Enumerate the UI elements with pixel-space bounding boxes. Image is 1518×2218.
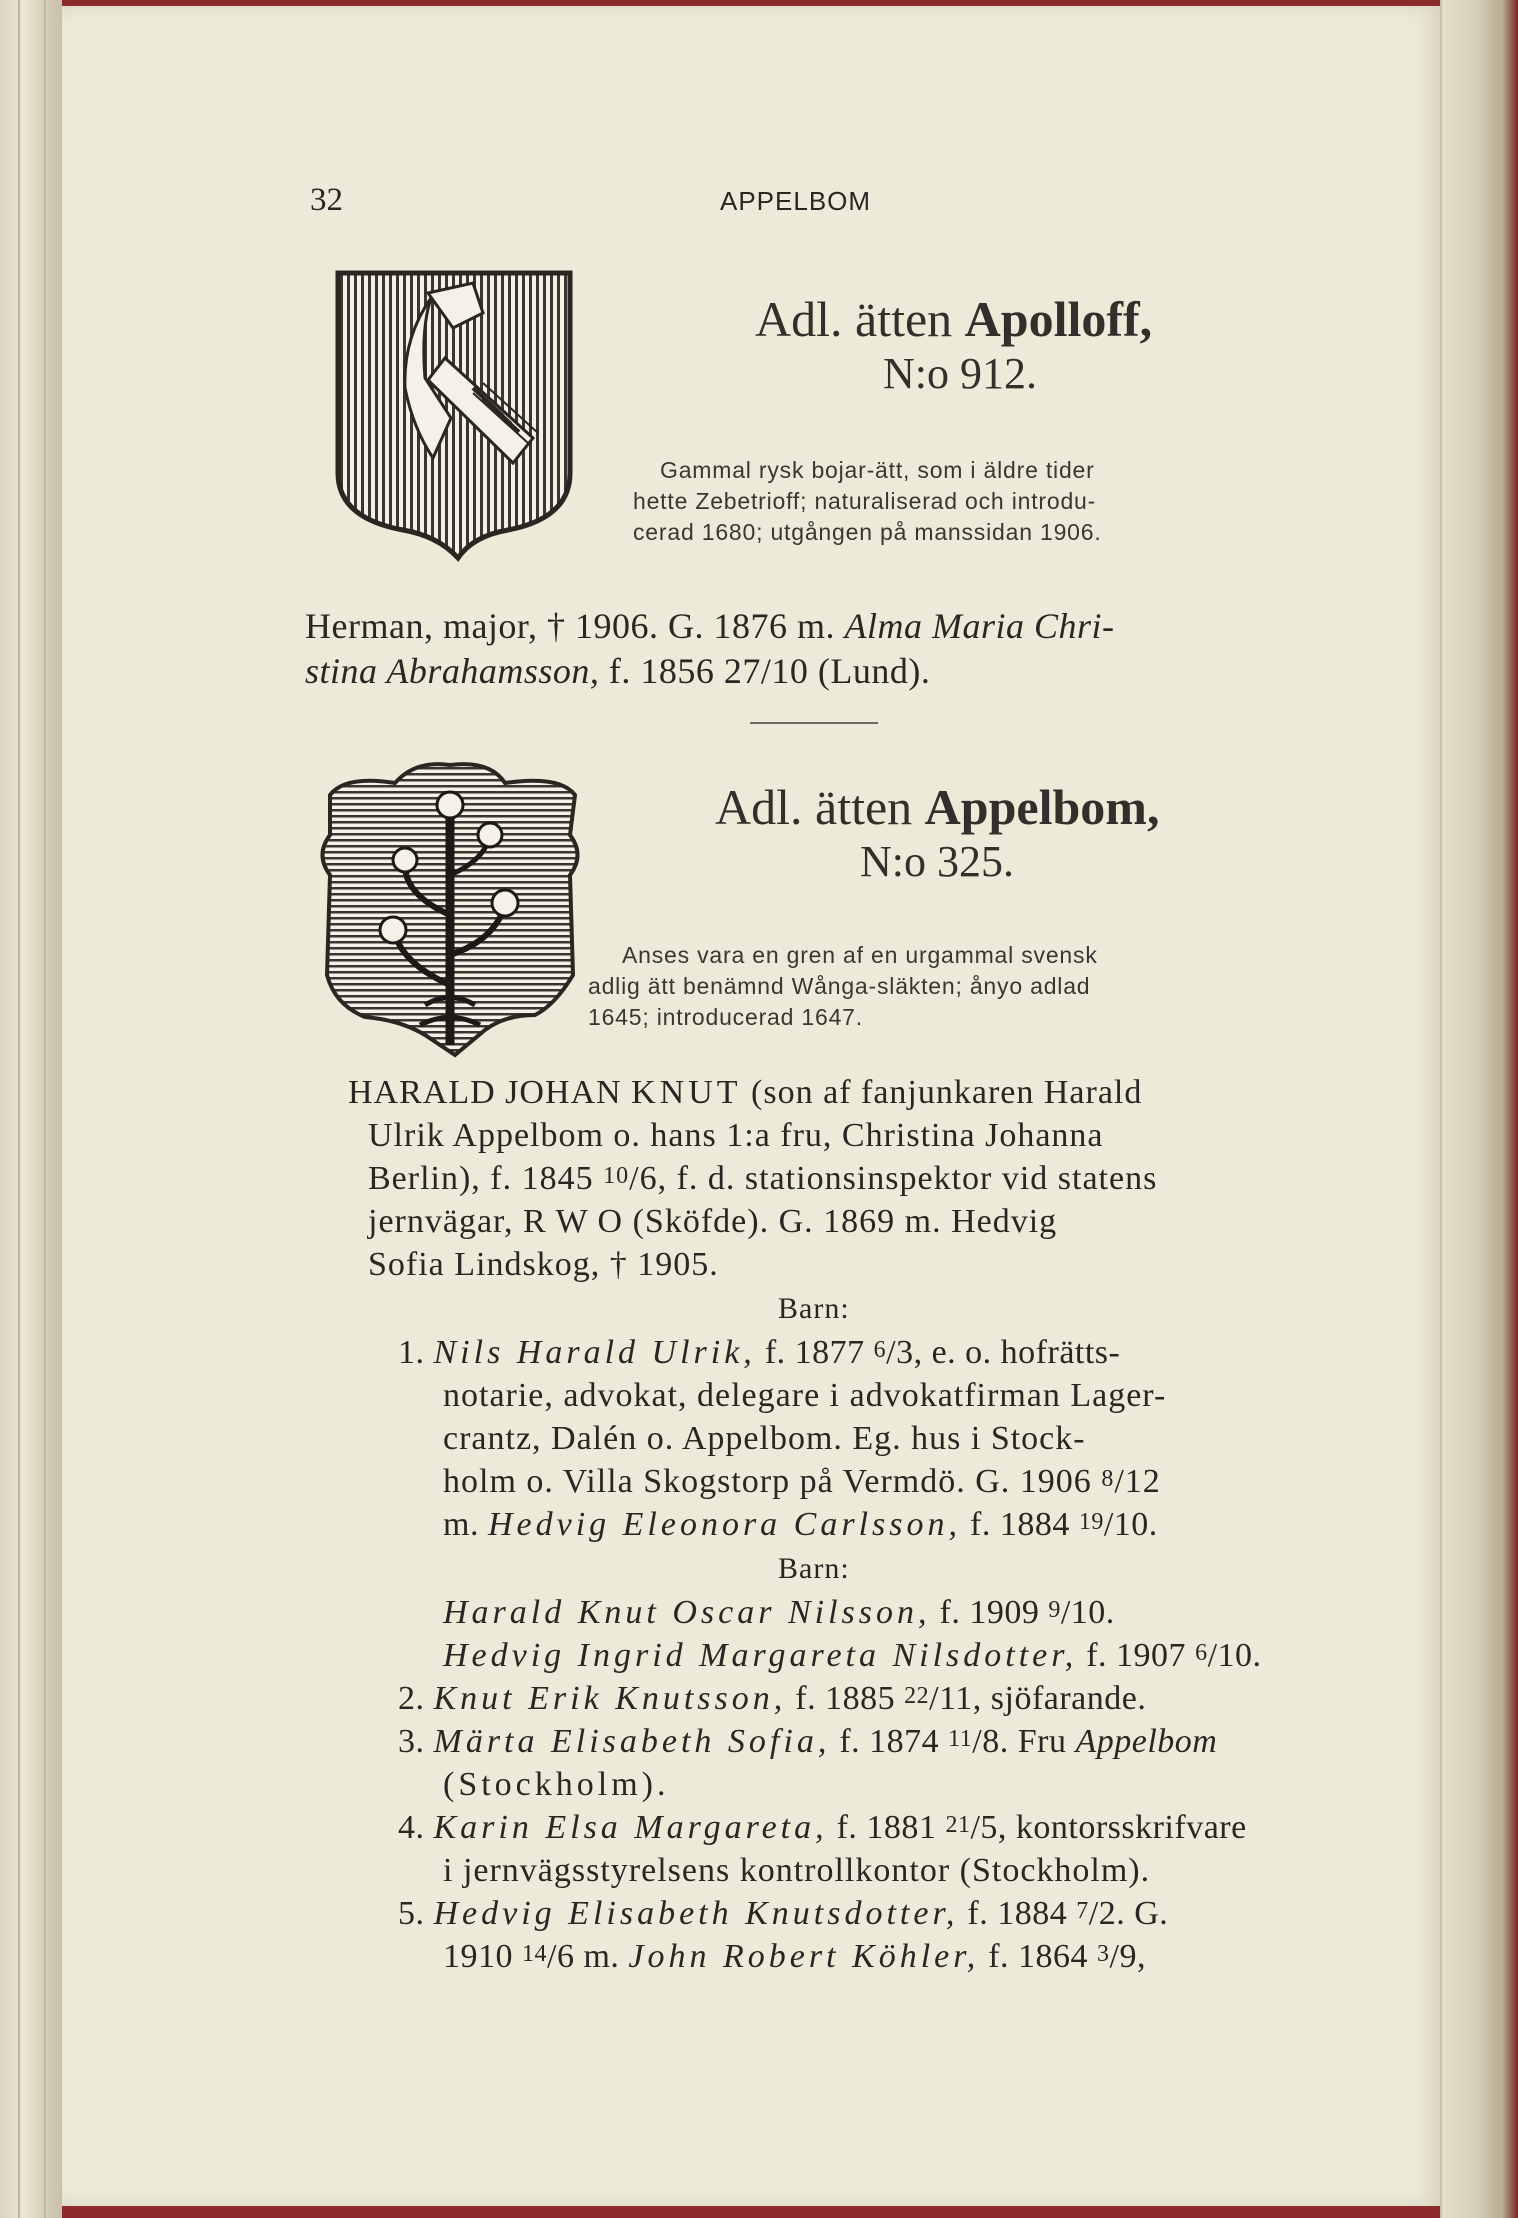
apolloff-description-line: Gammal rysk bojar-ätt, som i äldre tider [660, 457, 1095, 483]
appelbom-description-line: adlig ätt benämnd Wånga-släkten; ånyo adlad [588, 973, 1091, 999]
appelbom-number: N:o 325. [860, 837, 1014, 886]
running-title: APPELBOM [720, 186, 872, 216]
book-binding-left [0, 0, 62, 2218]
child-1-line: 1. Nils Harald Ulrik, f. 1877 6/3, e. o. hofrätts- [398, 1334, 1121, 1371]
harald-entry-line: Berlin), f. 1845 10/6, f. d. stationsinspektor vid statens [368, 1160, 1158, 1197]
apolloff-title-prefix: Adl. ätten [755, 291, 953, 347]
child-4-line: 4. Karin Elsa Margareta, f. 1881 21/5, kontorsskrifvare [398, 1809, 1247, 1846]
appelbom-coat-of-arms-icon [305, 755, 595, 1065]
apolloff-description-line: cerad 1680; utgången på manssidan 1906. [633, 519, 1102, 545]
harald-entry-line: Ulrik Appelbom o. hans 1:a fru, Christina Johanna [368, 1117, 1104, 1154]
section-divider [750, 722, 878, 724]
apolloff-description-line: hette Zebetrioff; naturaliserad och introdu- [633, 488, 1097, 514]
child-1-line: m. Hedvig Eleonora Carlsson, f. 1884 19/10. [443, 1506, 1158, 1543]
apolloff-coat-of-arms-icon [333, 268, 575, 564]
barn-heading: Barn: [778, 1292, 850, 1325]
child-5-line: 5. Hedvig Elisabeth Knutsdotter, f. 1884 7/2. G. [398, 1895, 1169, 1932]
child-1-line: notarie, advokat, delegare i advokatfirman Lager- [443, 1377, 1167, 1414]
appelbom-title-prefix: Adl. ätten [715, 779, 913, 835]
child-1-line: holm o. Villa Skogstorp på Vermdö. G. 1906 8/12 [443, 1463, 1161, 1500]
barn-heading: Barn: [778, 1552, 850, 1585]
child-1-line: crantz, Dalén o. Appelbom. Eg. hus i Stock- [443, 1420, 1086, 1457]
apolloff-title [755, 290, 1152, 348]
child-4-line: i jernvägsstyrelsens kontrollkontor (Stockholm). [443, 1852, 1151, 1889]
appelbom-title-name: Appelbom, [924, 779, 1160, 835]
appelbom-description-line: 1645; introducerad 1647. [588, 1004, 863, 1030]
grandchild-line: Hedvig Ingrid Margareta Nilsdotter, f. 1907 6/10. [443, 1637, 1262, 1674]
child-5-line: 1910 14/6 m. John Robert Köhler, f. 1864 3/9, [443, 1938, 1146, 1975]
harald-entry-line: Sofia Lindskog, † 1905. [368, 1246, 719, 1283]
page-number: 32 [310, 182, 343, 218]
apolloff-title-name: Apolloff, [964, 291, 1153, 347]
appelbom-title [715, 778, 1159, 836]
child-3-line: 3. Märta Elisabeth Sofia, f. 1874 11/8. Fru Appelbom [398, 1723, 1218, 1760]
child-2-line: 2. Knut Erik Knutsson, f. 1885 22/11, sjöfarande. [398, 1680, 1147, 1717]
book-page-edge [1440, 0, 1518, 2218]
harald-entry-line: jernvägar, R W O (Sköfde). G. 1869 m. Hedvig [368, 1203, 1058, 1240]
grandchild-line: Harald Knut Oscar Nilsson, f. 1909 9/10. [443, 1594, 1115, 1631]
herman-entry-line: stina Abrahamsson, f. 1856 27/10 (Lund). [305, 651, 931, 691]
child-3-line: (Stockholm). [443, 1766, 670, 1803]
harald-entry-line: HARALD JOHAN KNUT (son af fanjunkaren Harald [348, 1074, 1143, 1111]
herman-entry-line: Herman, major, † 1906. G. 1876 m. Alma Maria Chri- [305, 606, 1115, 646]
apolloff-number: N:o 912. [883, 349, 1037, 398]
appelbom-description-line: Anses vara en gren af en urgammal svensk [622, 942, 1098, 968]
